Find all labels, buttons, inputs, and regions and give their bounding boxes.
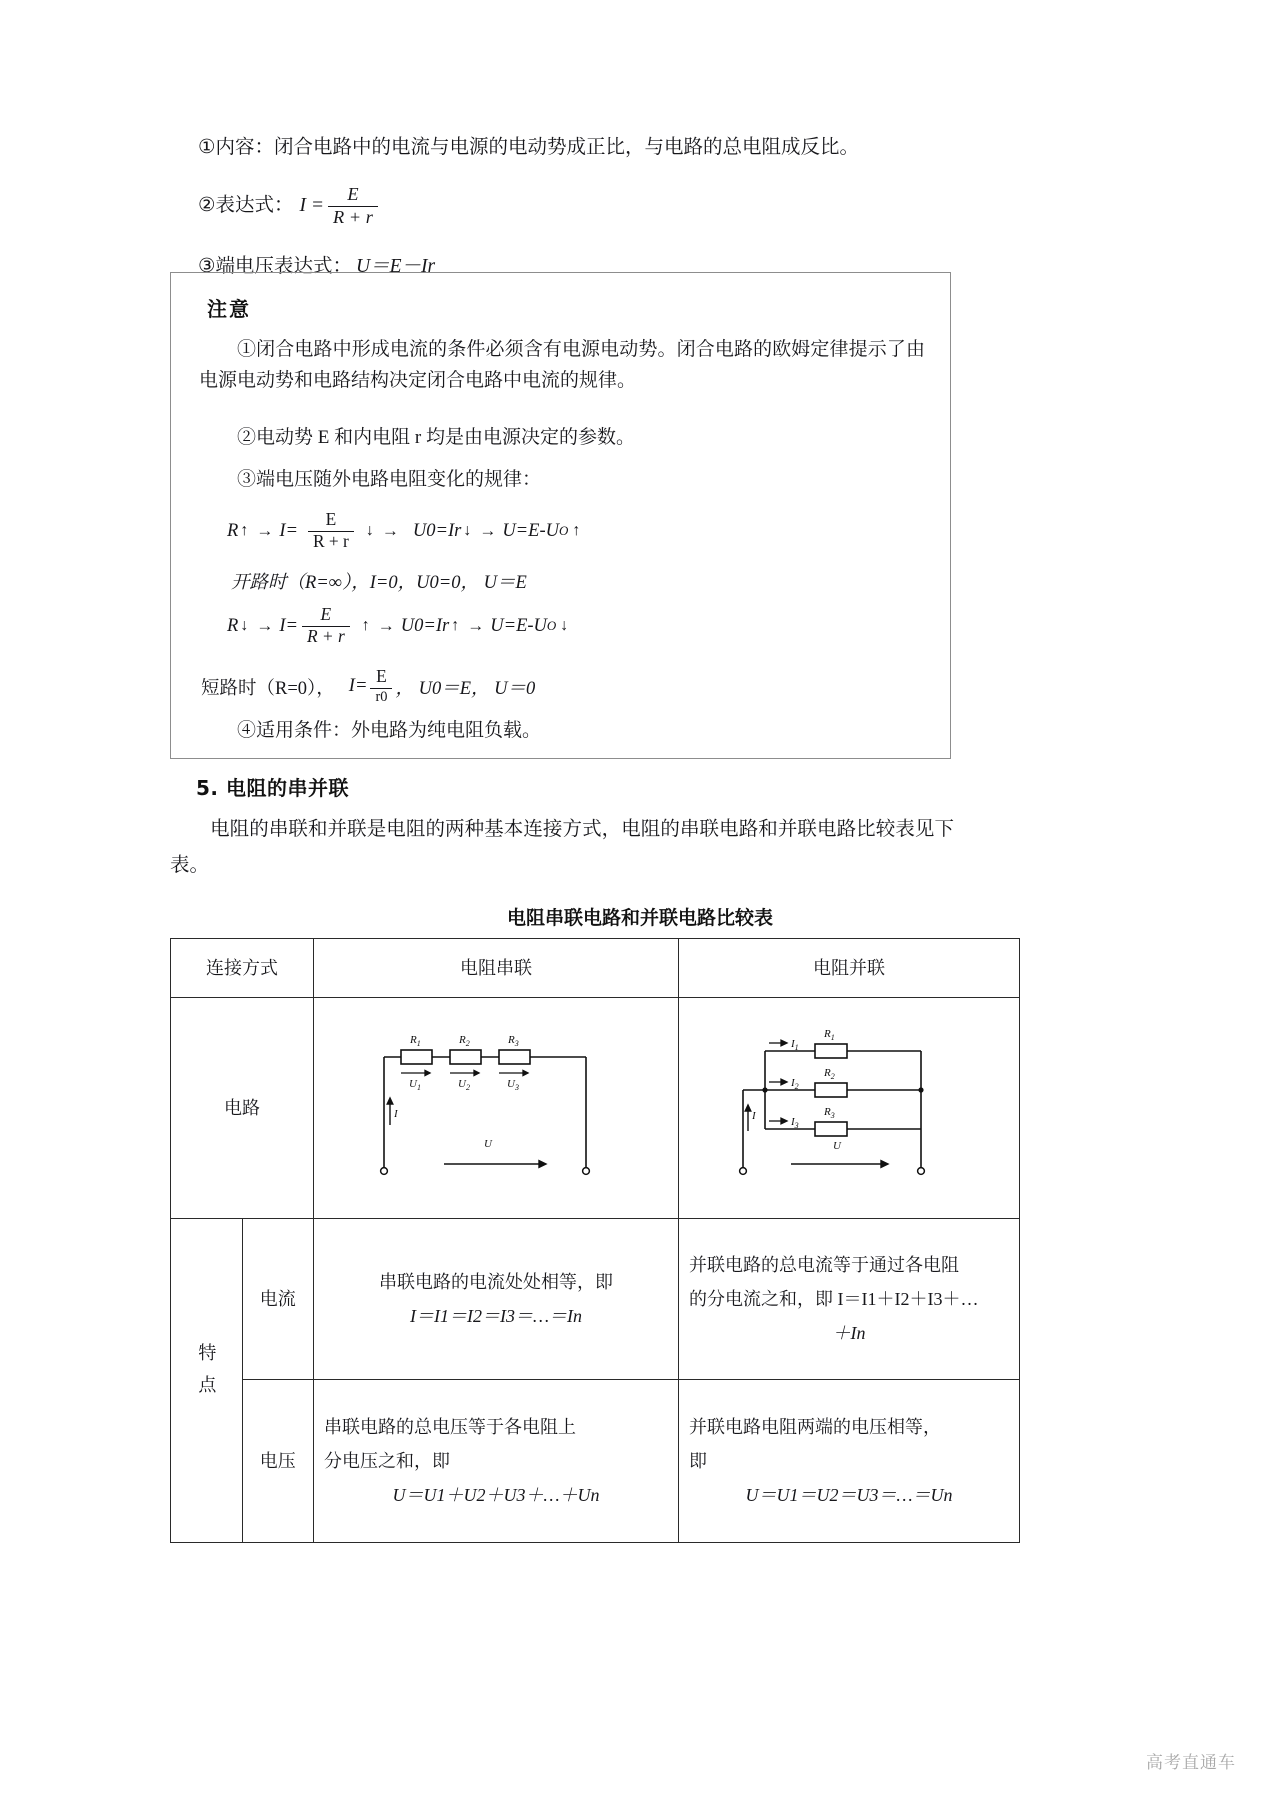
note-item-1 xyxy=(199,335,925,397)
note-box xyxy=(170,272,951,759)
parallel-current-line-2: 的分电流之和，即 I＝I1＋I2＋I3＋… xyxy=(689,1288,979,1309)
series-current-text xyxy=(324,1265,668,1333)
note-item-4 xyxy=(199,716,925,747)
item-terminal-label: 端电压表达式： xyxy=(215,255,352,277)
note-item-3 xyxy=(199,465,925,496)
series-voltage-text xyxy=(324,1410,668,1513)
table-row-current xyxy=(171,1219,1020,1380)
note-item-1-text: 闭合电路中形成电流的条件必须含有电源电动势。闭合电路的欧姆定律提示了由电源电动势和电路结构决定闭合电路中电流的规律。 xyxy=(199,339,925,391)
note-item-2-marker: ② xyxy=(237,427,257,448)
svg-text:R3: $R_3$ xyxy=(508,1033,519,1048)
rise-u-arrow: ↑ xyxy=(572,522,581,540)
series-voltage-cell xyxy=(314,1380,679,1543)
table-group-label xyxy=(171,1219,243,1543)
fall-u: U=E-U xyxy=(490,615,547,636)
fall-arrow-2: → xyxy=(377,616,395,636)
series-current-cell xyxy=(314,1219,679,1380)
series-current-line-1: 串联电路的电流处处相等，即 xyxy=(379,1271,613,1292)
parallel-voltage-cell xyxy=(679,1380,1020,1543)
fall-fraction-denominator: R + r xyxy=(302,626,350,647)
svg-text:I: I xyxy=(394,1107,398,1120)
rise-i-label: I= xyxy=(279,520,298,541)
comparison-table xyxy=(170,938,1020,1543)
fall-fraction xyxy=(302,606,350,647)
formula-open-circuit xyxy=(231,568,527,594)
note-box-title: 注意 xyxy=(207,297,251,321)
rise-u0: U0=Ir xyxy=(412,520,462,541)
item-content-label: 内容： xyxy=(215,137,274,158)
rise-arrow-1: → xyxy=(256,521,274,541)
item-content-marker: ① xyxy=(198,137,216,158)
table-row-circuit xyxy=(171,998,1020,1219)
fall-i-label: I= xyxy=(279,615,298,636)
fall-i-arrow: ↑ xyxy=(361,617,370,635)
parallel-current-cell xyxy=(679,1219,1020,1380)
rise-fraction xyxy=(308,511,354,552)
svg-text:U3: $U_3$ xyxy=(507,1077,519,1092)
fall-u-sub: O xyxy=(546,618,557,634)
fall-r: R xyxy=(227,615,239,636)
rise-u: U=E-U xyxy=(502,520,559,541)
fall-u-arrow: ↓ xyxy=(560,617,569,635)
item-terminal-marker: ③ xyxy=(198,255,216,277)
parallel-current-line-3: ＋In xyxy=(832,1323,866,1344)
series-circuit-diagram xyxy=(346,1021,646,1196)
series-voltage-line-3: U＝U1＋U2＋U3＋…＋Un xyxy=(392,1485,600,1506)
formula-resistance-rise xyxy=(227,511,582,552)
note-item-2 xyxy=(199,423,925,454)
fall-arrow-1: → xyxy=(256,616,274,636)
table-header-parallel: 电阻并联 xyxy=(679,939,1020,998)
series-voltage-line-1: 串联电路的总电压等于各电阻上 xyxy=(324,1416,576,1437)
svg-text:R2: $R_2$ xyxy=(459,1033,470,1048)
item-expression-label: 表达式： xyxy=(215,195,294,217)
parallel-voltage-text xyxy=(689,1410,1009,1513)
item-expression xyxy=(198,185,973,228)
rise-u-sub: O xyxy=(558,523,569,539)
note-item-1-marker: ① xyxy=(237,339,257,360)
rise-u0-arrow: ↓ xyxy=(463,522,472,540)
formula-short-circuit xyxy=(201,668,535,705)
short-i-label: I= xyxy=(348,676,368,697)
formula-resistance-fall xyxy=(227,606,570,647)
fall-u0-arrow: ↑ xyxy=(451,617,460,635)
short-fraction-numerator: E xyxy=(376,667,387,686)
short-rest: ， U0＝E， U＝0 xyxy=(395,678,536,699)
svg-text:U1: $U_1$ xyxy=(409,1077,421,1092)
series-circuit-cell xyxy=(314,998,679,1219)
rise-r: R xyxy=(227,520,239,541)
table-row-voltage xyxy=(171,1380,1020,1543)
item-expression-lhs: I = xyxy=(299,195,325,217)
fall-fraction-numerator: E xyxy=(320,605,332,624)
item-terminal-formula: U＝E－Ir xyxy=(356,255,436,277)
fall-r-arrow: ↓ xyxy=(240,617,249,635)
series-current-line-2: I＝I1＝I2＝I3＝…＝In xyxy=(410,1306,582,1326)
svg-text:U: U xyxy=(832,1139,841,1152)
note-item-3-marker: ③ xyxy=(237,469,257,490)
table-header-corner: 连接方式 xyxy=(171,939,314,998)
rise-fraction-denominator: R + r xyxy=(308,531,354,552)
fraction-numerator: E xyxy=(347,184,359,205)
section-5-heading: 5. 电阻的串并联 xyxy=(196,776,349,800)
parallel-current-line-1: 并联电路的总电流等于通过各电阻 xyxy=(689,1254,959,1275)
note-item-4-marker: ④ xyxy=(237,720,257,741)
open-circuit-text: 开路时（R=∞），I=0，U0=0， U＝E xyxy=(231,573,527,593)
table-row-voltage-label: 电压 xyxy=(242,1380,314,1543)
parallel-circuit-diagram xyxy=(707,1021,992,1196)
fraction-denominator: R + r xyxy=(328,206,378,228)
svg-text:I2: $I_2$ xyxy=(790,1076,799,1091)
section-5-body-text: 电阻的串联和并联是电阻的两种基本连接方式，电阻的串联电路和并联电路比较表见下表。 xyxy=(170,819,954,877)
rise-r-arrow: ↑ xyxy=(240,522,249,540)
table-header-row xyxy=(171,939,1020,998)
svg-text:R1: $R_1$ xyxy=(823,1027,835,1042)
item-content xyxy=(198,133,973,163)
svg-text:R3: $R_3$ xyxy=(823,1105,835,1120)
svg-text:I1: $I_1$ xyxy=(790,1037,799,1052)
item-expression-fraction xyxy=(328,185,378,228)
short-fraction xyxy=(370,668,392,705)
note-item-4-text: 适用条件：外电路为纯电阻负载。 xyxy=(256,720,542,741)
short-fraction-denominator: r0 xyxy=(370,688,392,706)
note-item-2-text: 电动势 E 和内电阻 r 均是由电源决定的参数。 xyxy=(256,427,635,448)
svg-text:U2: $U_2$ xyxy=(458,1077,470,1092)
parallel-voltage-line-3: U＝U1＝U2＝U3＝…＝Un xyxy=(745,1485,953,1506)
short-prefix: 短路时（R=0）， xyxy=(201,678,335,699)
rise-fraction-numerator: E xyxy=(325,510,337,529)
table-row-circuit-label: 电路 xyxy=(171,998,314,1219)
fall-u0: U0=Ir xyxy=(400,615,450,636)
rise-i-arrow: ↓ xyxy=(365,522,374,540)
table-row-current-label: 电流 xyxy=(242,1219,314,1380)
rise-arrow-3: → xyxy=(479,521,497,541)
svg-text:U: U xyxy=(484,1137,492,1150)
svg-text:R2: $R_2$ xyxy=(823,1066,835,1081)
watermark: 高考直通车 xyxy=(1146,1753,1236,1773)
rise-arrow-2: → xyxy=(381,521,399,541)
note-item-3-text: 端电压随外电路电阻变化的规律： xyxy=(256,469,542,490)
parallel-circuit-cell xyxy=(679,998,1020,1219)
table-caption: 电阻串联电路和并联电路比较表 xyxy=(506,907,773,929)
svg-text:R1: $R_1$ xyxy=(410,1033,421,1048)
item-expression-marker: ② xyxy=(198,195,216,217)
table-header-series: 电阻串联 xyxy=(314,939,679,998)
parallel-voltage-line-1: 并联电路电阻两端的电压相等， xyxy=(689,1416,941,1437)
parallel-voltage-line-2: 即 xyxy=(689,1450,707,1471)
fall-arrow-3: → xyxy=(467,616,485,636)
svg-text:I: I xyxy=(751,1109,756,1122)
parallel-current-text xyxy=(689,1248,1009,1351)
svg-text:I3: $I_3$ xyxy=(790,1115,799,1130)
table-group-label-text: 特点 xyxy=(196,1342,217,1407)
item-content-text: 闭合电路中的电流与电源的电动势成正比，与电路的总电阻成反比。 xyxy=(274,137,860,158)
series-voltage-line-2: 分电压之和，即 xyxy=(324,1450,450,1471)
section-5-body xyxy=(170,812,954,884)
